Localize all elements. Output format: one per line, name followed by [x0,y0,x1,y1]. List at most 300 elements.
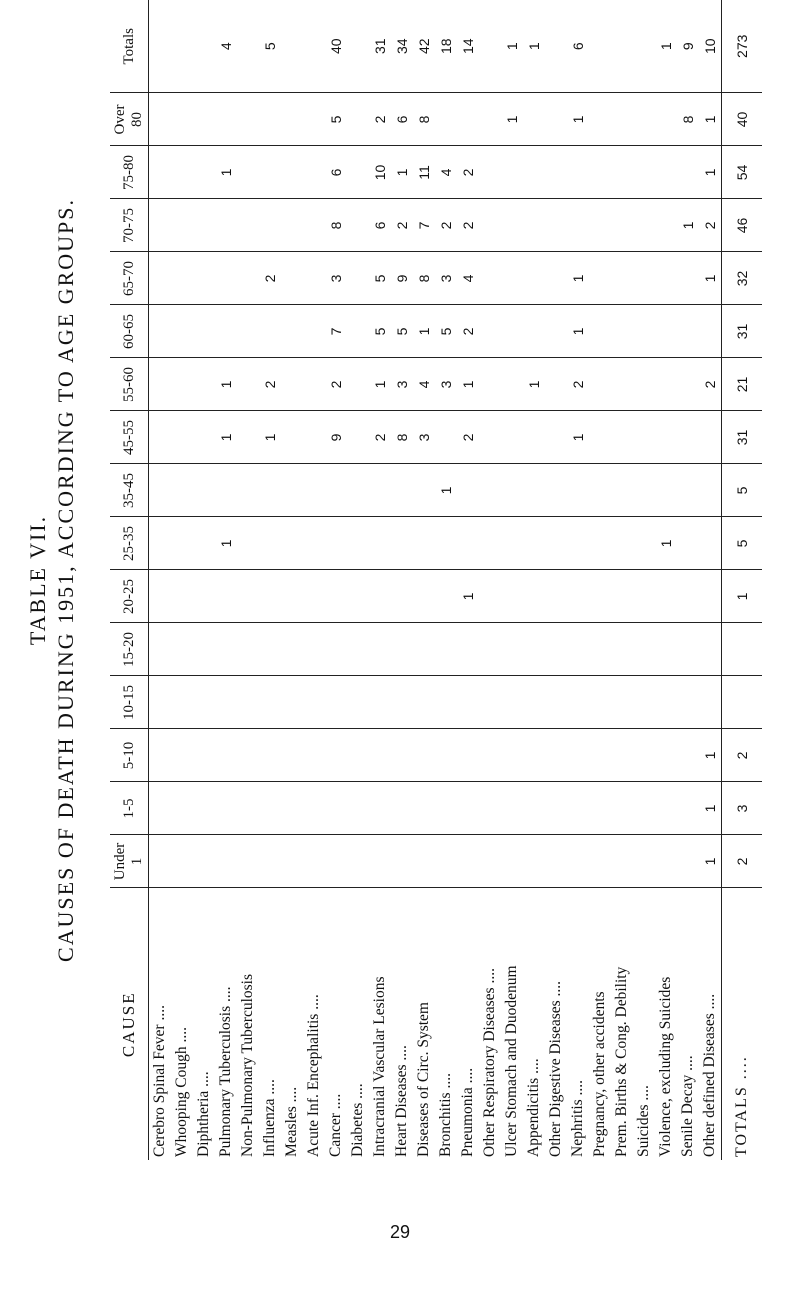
count-cell [347,835,369,888]
count-cell [281,358,303,411]
count-cell [501,623,523,676]
count-cell [413,570,435,623]
count-cell [171,835,193,888]
count-cell [589,517,611,570]
count-cell: 9 [325,411,347,464]
count-cell [655,570,677,623]
count-cell [633,146,655,199]
table-row [611,0,633,1160]
count-cell [325,835,347,888]
count-cell [699,411,722,464]
count-cell [413,835,435,888]
count-cell [633,729,655,782]
count-cell [567,517,589,570]
count-cell [567,623,589,676]
count-cell [303,623,325,676]
count-cell [237,146,259,199]
count-cell [501,305,523,358]
count-cell [501,782,523,835]
count-cell: 1 [699,252,722,305]
count-cell: 5 [369,305,391,358]
header-row [110,0,149,1160]
count-cell [523,623,545,676]
cause-cell: Senile Decay .... [679,1055,696,1157]
table-row [259,0,281,1160]
count-cell [171,305,193,358]
count-cell [237,358,259,411]
count-cell: 8 [391,411,413,464]
count-cell [281,464,303,517]
table-row [545,0,567,1160]
count-cell [303,570,325,623]
count-cell [259,93,281,146]
total-cell: 5 [722,517,763,570]
count-cell [281,676,303,729]
causes-of-death-table [110,0,762,1160]
total-cell: 31 [722,411,763,464]
table-row [523,0,545,1160]
column-header: Over 80 [110,93,149,146]
table-row [171,0,193,1160]
total-cell: 21 [722,358,763,411]
count-cell [149,729,172,782]
count-cell: 8 [677,93,699,146]
count-cell: 2 [435,199,457,252]
table-row [303,0,325,1160]
count-cell [193,729,215,782]
count-cell [523,570,545,623]
count-cell [589,782,611,835]
count-cell [677,676,699,729]
count-cell [457,623,479,676]
count-cell [567,199,589,252]
cause-cell: Violence, excluding Suicides [657,976,674,1157]
count-cell [611,358,633,411]
count-cell [325,517,347,570]
count-cell [633,0,655,93]
count-cell [677,623,699,676]
count-cell [413,623,435,676]
count-cell [611,464,633,517]
count-cell: 5 [325,93,347,146]
column-header: 1-5 [110,782,149,835]
count-cell: 4 [435,146,457,199]
count-cell: 2 [457,199,479,252]
table-row [281,0,303,1160]
count-cell: 9 [677,0,699,93]
count-cell: 10 [369,146,391,199]
total-cell: 54 [722,146,763,199]
count-cell: 2 [699,199,722,252]
count-cell [215,252,237,305]
count-cell [545,305,567,358]
count-cell [149,0,172,93]
table-row [479,0,501,1160]
count-cell [303,835,325,888]
count-cell [369,729,391,782]
count-cell [149,676,172,729]
count-cell [259,146,281,199]
count-cell [193,464,215,517]
count-cell: 18 [435,0,457,93]
count-cell [611,305,633,358]
count-cell [413,464,435,517]
count-cell [523,676,545,729]
count-cell [193,305,215,358]
table-row [457,0,479,1160]
count-cell [523,252,545,305]
count-cell: 14 [457,0,479,93]
count-cell [171,782,193,835]
count-cell [391,729,413,782]
count-cell [611,835,633,888]
count-cell [171,358,193,411]
count-cell: 7 [413,199,435,252]
count-cell [347,411,369,464]
count-cell [259,782,281,835]
cause-cell: Non-Pulmonary Tuberculosis [239,974,256,1157]
count-cell [611,93,633,146]
count-cell: 6 [369,199,391,252]
column-header: 5-10 [110,729,149,782]
count-cell: 10 [699,0,722,93]
count-cell [699,305,722,358]
count-cell [655,252,677,305]
count-cell [347,93,369,146]
count-cell [347,570,369,623]
count-cell [237,782,259,835]
column-header: Totals [110,0,149,93]
table-row [325,0,347,1160]
count-cell [347,464,369,517]
count-cell [633,517,655,570]
cause-cell: Intracranial Vascular Lesions [371,976,388,1157]
count-cell: 1 [457,570,479,623]
count-cell [589,411,611,464]
count-cell [215,782,237,835]
cause-cell: Appendicitis .... [525,1058,542,1157]
count-cell: 1 [501,93,523,146]
column-header: 60-65 [110,305,149,358]
count-cell [281,252,303,305]
table-row [215,0,237,1160]
count-cell: 1 [369,358,391,411]
cause-cell: Pneumonia .... [459,1067,476,1157]
count-cell [237,729,259,782]
count-cell [545,199,567,252]
table-title: CAUSES OF DEATH DURING 1951, ACCORDING TO AGE GROUPS. [52,197,78,963]
count-cell [589,570,611,623]
count-cell [215,570,237,623]
count-cell [259,623,281,676]
count-cell [303,782,325,835]
count-cell [457,835,479,888]
count-cell [655,305,677,358]
count-cell: 2 [457,146,479,199]
total-cell: 3 [722,782,763,835]
count-cell [501,199,523,252]
count-cell [237,835,259,888]
count-cell [259,676,281,729]
count-cell: 31 [369,0,391,93]
count-cell [347,729,369,782]
count-cell [325,623,347,676]
count-cell [303,464,325,517]
count-cell: 6 [325,146,347,199]
total-cell: 5 [722,464,763,517]
count-cell: 1 [215,517,237,570]
count-cell: 1 [523,358,545,411]
count-cell [523,729,545,782]
count-cell [545,729,567,782]
count-cell [193,623,215,676]
total-cell: 2 [722,835,763,888]
count-cell [303,252,325,305]
count-cell [193,676,215,729]
count-cell [171,676,193,729]
count-cell [633,676,655,729]
cause-cell: Suicides .... [635,1085,652,1157]
count-cell [237,623,259,676]
count-cell [479,835,501,888]
count-cell [193,93,215,146]
count-cell [523,93,545,146]
count-cell [633,252,655,305]
count-cell: 2 [369,411,391,464]
count-cell [193,835,215,888]
count-cell [589,729,611,782]
count-cell [589,93,611,146]
count-cell [677,358,699,411]
count-cell [677,252,699,305]
count-cell [281,411,303,464]
count-cell [523,517,545,570]
count-cell: 3 [435,252,457,305]
table-row [149,0,172,1160]
count-cell [391,464,413,517]
count-cell: 1 [501,0,523,93]
count-cell [655,358,677,411]
cause-cell: Diseases of Circ. System [415,1002,432,1157]
count-cell [435,570,457,623]
count-cell [501,517,523,570]
count-cell [611,623,633,676]
count-cell [215,93,237,146]
count-cell [677,782,699,835]
count-cell [589,623,611,676]
count-cell [149,146,172,199]
count-cell [479,676,501,729]
count-cell [501,570,523,623]
count-cell [391,782,413,835]
count-cell [611,782,633,835]
count-cell: 6 [567,0,589,93]
count-cell [589,146,611,199]
count-cell [633,305,655,358]
totals-label: TOTALS .... [722,888,763,1160]
count-cell [589,835,611,888]
count-cell [149,782,172,835]
count-cell [237,570,259,623]
count-cell [589,464,611,517]
count-cell [215,729,237,782]
count-cell [523,199,545,252]
count-cell: 1 [677,199,699,252]
count-cell [193,146,215,199]
count-cell: 1 [655,0,677,93]
cause-cell: Measles .... [283,1086,300,1157]
count-cell [237,676,259,729]
count-cell [479,146,501,199]
count-cell [171,199,193,252]
count-cell [457,93,479,146]
count-cell [633,358,655,411]
count-cell [171,570,193,623]
count-cell [479,93,501,146]
count-cell [479,305,501,358]
count-cell: 1 [215,411,237,464]
count-cell [303,676,325,729]
count-cell [567,676,589,729]
count-cell [677,305,699,358]
count-cell: 6 [391,93,413,146]
count-cell [545,411,567,464]
count-cell: 1 [215,146,237,199]
count-cell [611,517,633,570]
count-cell: 4 [413,358,435,411]
count-cell [699,623,722,676]
total-cell: 273 [722,0,763,93]
count-cell [325,782,347,835]
count-cell [237,93,259,146]
count-cell [347,252,369,305]
count-cell [149,305,172,358]
count-cell [281,0,303,93]
count-cell [677,146,699,199]
count-cell [677,729,699,782]
count-cell [171,252,193,305]
count-cell [215,835,237,888]
count-cell [369,464,391,517]
column-header: 75-80 [110,146,149,199]
count-cell [237,517,259,570]
count-cell: 3 [413,411,435,464]
column-header: 55-60 [110,358,149,411]
count-cell: 1 [259,411,281,464]
count-cell [281,305,303,358]
count-cell [501,835,523,888]
cause-cell: Bronchitis .... [437,1073,454,1157]
cause-cell: Diphtheria .... [195,1071,212,1157]
cause-cell: Ulcer Stomach and Duodenum [503,965,520,1157]
count-cell [655,411,677,464]
count-cell [479,199,501,252]
count-cell [347,623,369,676]
cause-cell: Diabetes .... [349,1083,366,1157]
count-cell [501,358,523,411]
count-cell [391,570,413,623]
count-cell [545,570,567,623]
count-cell: 5 [369,252,391,305]
total-cell: 32 [722,252,763,305]
count-cell [303,411,325,464]
count-cell [633,623,655,676]
count-cell: 40 [325,0,347,93]
count-cell: 7 [325,305,347,358]
count-cell [193,517,215,570]
count-cell [149,411,172,464]
count-cell [589,252,611,305]
table-body [149,0,763,1160]
column-header: 65-70 [110,252,149,305]
count-cell: 1 [457,358,479,411]
count-cell [611,252,633,305]
count-cell [457,729,479,782]
count-cell [281,146,303,199]
count-cell [501,464,523,517]
count-cell [171,517,193,570]
count-cell [171,93,193,146]
count-cell [589,358,611,411]
count-cell [391,623,413,676]
count-cell: 2 [457,305,479,358]
count-cell [655,782,677,835]
count-cell [545,782,567,835]
count-cell: 3 [391,358,413,411]
count-cell [149,358,172,411]
count-cell [435,623,457,676]
count-cell [633,782,655,835]
count-cell [259,835,281,888]
cause-cell: Heart Diseases .... [393,1045,410,1157]
count-cell [303,729,325,782]
table-row [237,0,259,1160]
column-header: 35-45 [110,464,149,517]
count-cell: 1 [699,782,722,835]
count-cell [677,464,699,517]
count-cell [545,623,567,676]
table-row [589,0,611,1160]
count-cell [633,93,655,146]
count-cell: 1 [215,358,237,411]
count-cell [633,199,655,252]
count-cell [281,623,303,676]
count-cell: 5 [259,0,281,93]
totals-row [722,0,763,1160]
count-cell [457,676,479,729]
count-cell [215,464,237,517]
count-cell [149,464,172,517]
count-cell [325,676,347,729]
count-cell [347,517,369,570]
count-cell [347,676,369,729]
count-cell: 34 [391,0,413,93]
count-cell [391,517,413,570]
cause-cell: Other defined Diseases .... [701,993,718,1157]
count-cell [303,146,325,199]
table-row [347,0,369,1160]
count-cell [655,835,677,888]
column-header: 10-15 [110,676,149,729]
count-cell [149,517,172,570]
count-cell [171,411,193,464]
count-cell [303,305,325,358]
column-header: 70-75 [110,199,149,252]
count-cell: 2 [259,252,281,305]
count-cell [237,411,259,464]
count-cell [369,570,391,623]
table-row [677,0,699,1160]
